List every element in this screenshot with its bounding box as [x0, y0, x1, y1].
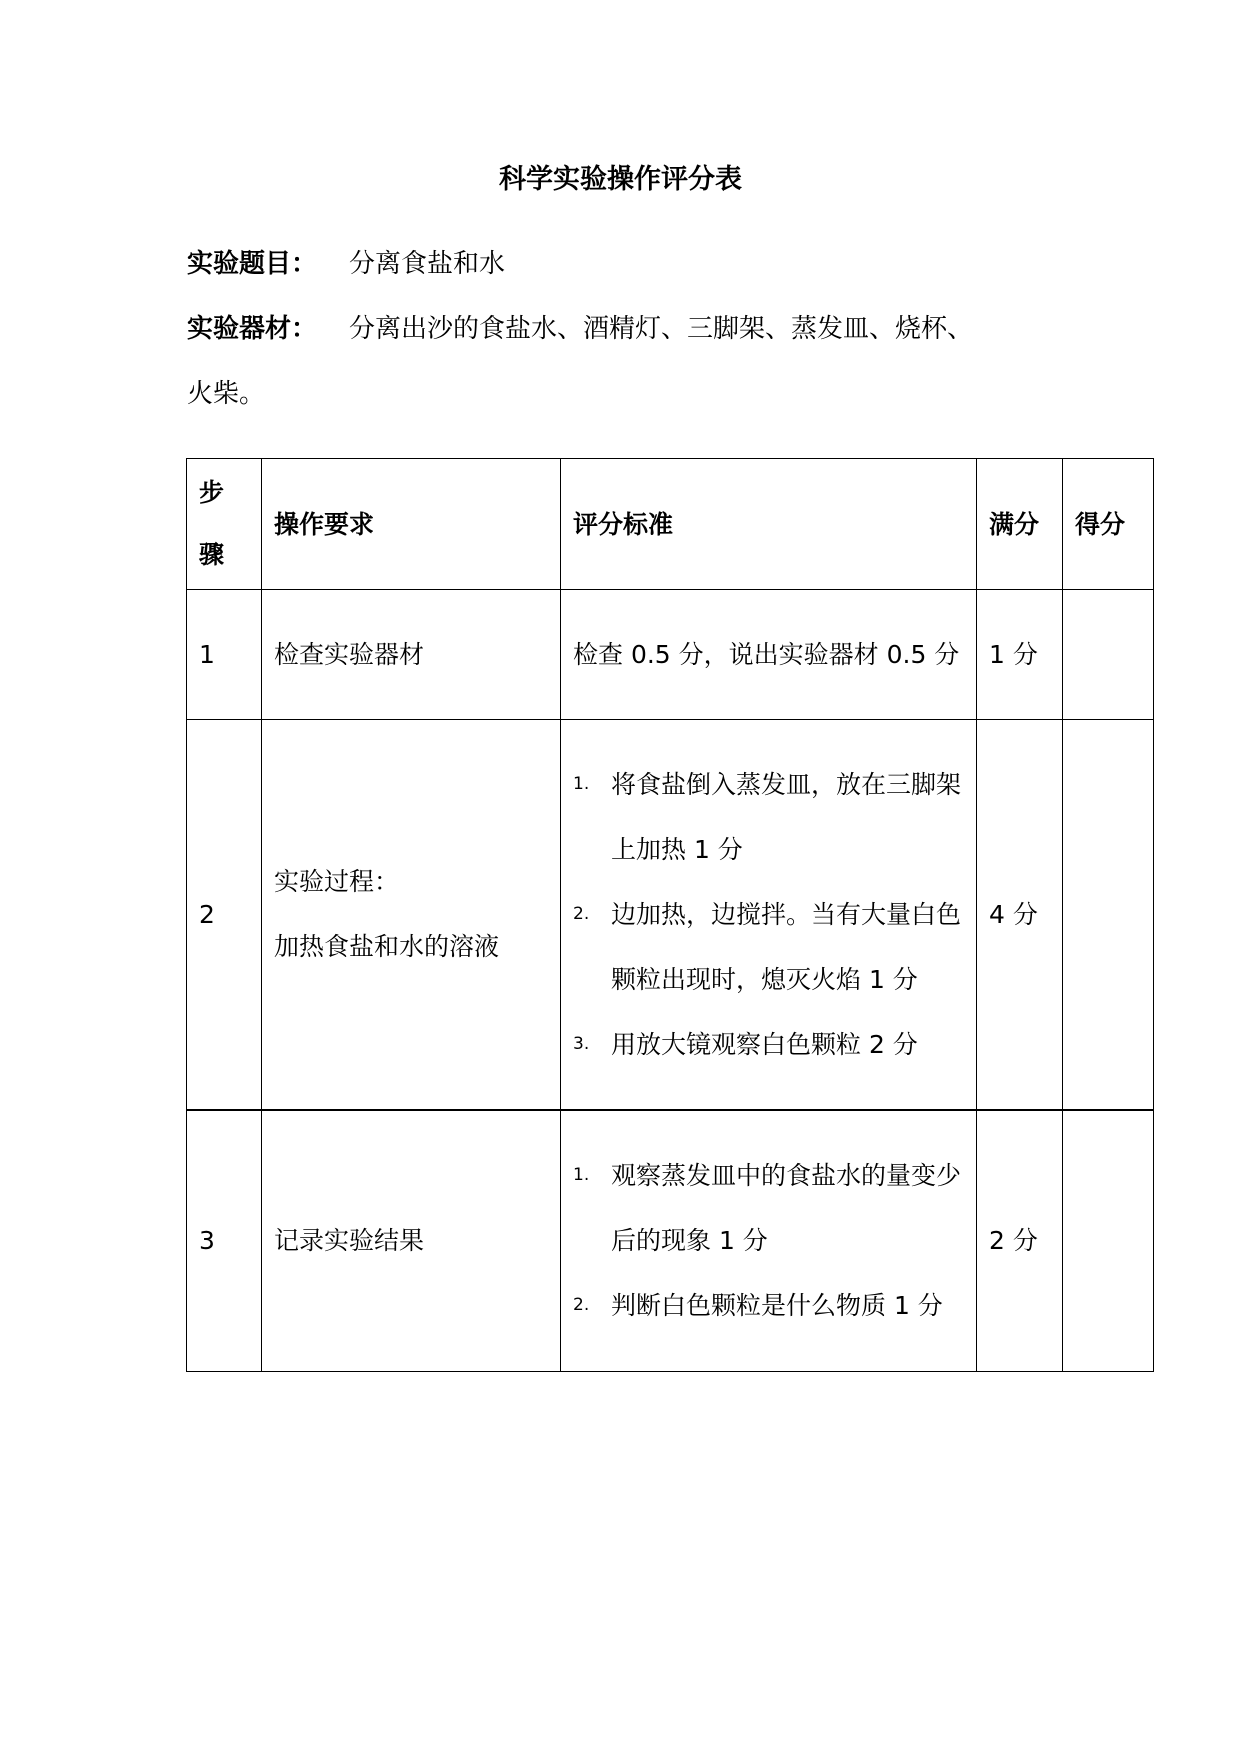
materials-value: 分离出沙的食盐水、酒精灯、三脚架、蒸发皿、烧杯、 [349, 314, 974, 344]
item-text: 将食盐倒入蒸发皿，放在三脚架上加热 1 分 [611, 769, 962, 864]
header-criteria: 评分标准 [561, 459, 977, 590]
criteria-item [573, 882, 964, 1012]
step-number: 1 [187, 590, 262, 720]
step-number: 3 [187, 1110, 262, 1372]
header-full-score: 满分 [977, 459, 1063, 590]
topic-line [187, 246, 505, 282]
score-cell[interactable] [1063, 590, 1154, 720]
table-row [187, 1110, 1154, 1372]
operation-requirement: 记录实验结果 [262, 1110, 561, 1372]
full-score: 4 分 [977, 720, 1063, 1110]
item-text: 边加热，边搅拌。当有大量白色颗粒出现时，熄灭火焰 1 分 [611, 899, 962, 994]
criteria-item [573, 1012, 964, 1077]
operation-requirement: 检查实验器材 [262, 590, 561, 720]
criteria-list [573, 1143, 964, 1338]
item-number: 1. [573, 1165, 590, 1186]
item-number: 2. [573, 1295, 590, 1316]
criteria-item [573, 1273, 964, 1338]
score-cell[interactable] [1063, 1110, 1154, 1372]
header-requirement: 操作要求 [262, 459, 561, 590]
materials-label: 实验器材： [187, 314, 318, 344]
header-score: 得分 [1063, 459, 1154, 590]
operation-requirement: 实验过程： 加热食盐和水的溶液 [262, 720, 561, 1110]
page-title: 科学实验操作评分表 [499, 164, 742, 195]
item-text: 用放大镜观察白色颗粒 2 分 [611, 1029, 918, 1059]
full-score: 2 分 [977, 1110, 1063, 1372]
item-text: 观察蒸发皿中的食盐水的量变少后的现象 1 分 [611, 1161, 962, 1256]
header-step: 步 骤 [187, 459, 262, 590]
topic-label: 实验题目： [187, 249, 318, 279]
item-number: 3. [573, 1033, 590, 1054]
scoring-criteria: 检查 0.5 分，说出实验器材 0.5 分 [561, 590, 977, 720]
table-row [187, 720, 1154, 1110]
criteria-item [573, 1143, 964, 1273]
materials-value-continued: 火柴。 [187, 379, 266, 409]
full-score: 1 分 [977, 590, 1063, 720]
step-number: 2 [187, 720, 262, 1110]
table-row [187, 590, 1154, 720]
score-cell[interactable] [1063, 720, 1154, 1110]
scoring-criteria [561, 1110, 977, 1372]
topic-value: 分离食盐和水 [349, 249, 506, 279]
item-number: 1. [573, 773, 590, 794]
scoring-criteria [561, 720, 977, 1110]
table-header-row [187, 459, 1154, 590]
materials-line [187, 311, 973, 347]
scoring-table [186, 458, 1154, 1372]
item-text: 判断白色颗粒是什么物质 1 分 [611, 1291, 943, 1321]
criteria-list [573, 752, 964, 1077]
item-number: 2. [573, 903, 590, 924]
criteria-item [573, 752, 964, 882]
